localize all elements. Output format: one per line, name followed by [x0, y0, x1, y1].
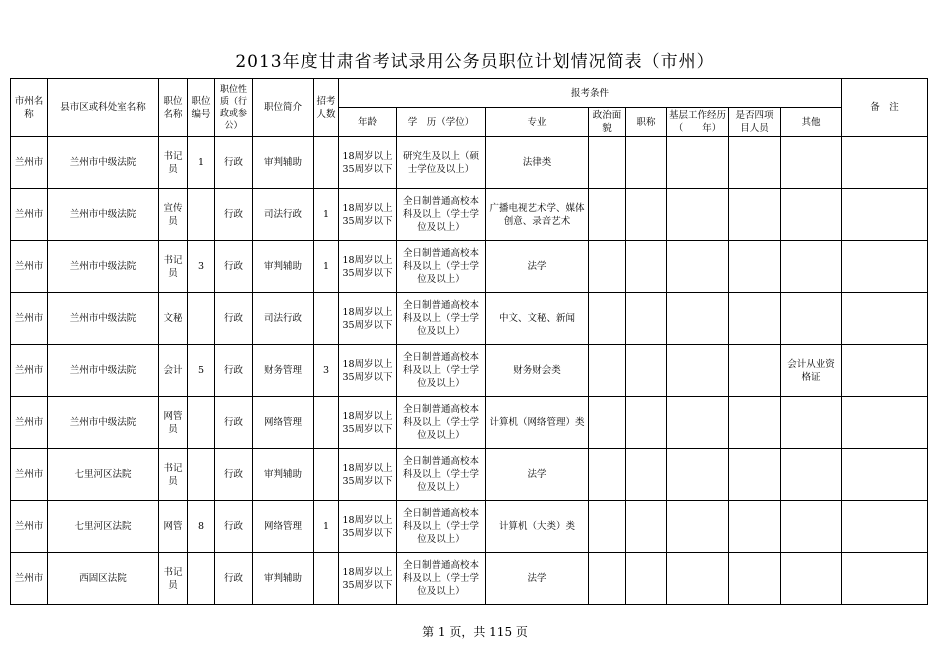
cell-count: 1 — [314, 241, 339, 293]
cell-age: 18周岁以上35周岁以下 — [339, 449, 397, 501]
cell-major: 计算机（大类）类 — [486, 501, 589, 553]
cell-position-number: 5 — [188, 345, 215, 397]
cell-other — [781, 553, 842, 605]
table-row — [11, 501, 928, 553]
header-row — [11, 79, 928, 108]
cell-position-number — [188, 397, 215, 449]
cell-position-name: 书记员 — [159, 241, 188, 293]
cell-position-type: 行政 — [215, 241, 253, 293]
cell-title-rank — [626, 345, 667, 397]
page-footer: 第 1 页，共 115 页 — [422, 625, 528, 639]
header-remark: 备 注 — [842, 79, 928, 137]
cell-four-items — [729, 189, 781, 241]
cell-politics — [589, 397, 626, 449]
cell-unit: 兰州市中级法院 — [48, 345, 159, 397]
cell-city: 兰州市 — [11, 397, 48, 449]
cell-grassroots — [667, 241, 729, 293]
cell-four-items — [729, 449, 781, 501]
cell-count — [314, 293, 339, 345]
cell-position-number: 1 — [188, 137, 215, 189]
cell-city: 兰州市 — [11, 449, 48, 501]
cell-age: 18周岁以上35周岁以下 — [339, 189, 397, 241]
cell-position-number: 8 — [188, 501, 215, 553]
cell-major: 广播电视艺术学、媒体创意、录音艺术 — [486, 189, 589, 241]
cell-title-rank — [626, 241, 667, 293]
cell-remark — [842, 501, 928, 553]
cell-intro: 审判辅助 — [253, 553, 314, 605]
cell-remark — [842, 241, 928, 293]
header-politics: 政治面貌 — [589, 108, 626, 137]
positions-table — [10, 78, 928, 605]
cell-intro: 司法行政 — [253, 189, 314, 241]
cell-city: 兰州市 — [11, 553, 48, 605]
cell-position-type: 行政 — [215, 449, 253, 501]
cell-position-number — [188, 449, 215, 501]
cell-four-items — [729, 345, 781, 397]
header-unit: 县市区或科处室名称 — [48, 79, 159, 137]
cell-education: 全日制普通高校本科及以上（学士学位及以上） — [397, 293, 486, 345]
cell-age: 18周岁以上35周岁以下 — [339, 553, 397, 605]
cell-unit: 兰州市中级法院 — [48, 189, 159, 241]
cell-title-rank — [626, 553, 667, 605]
cell-count: 3 — [314, 345, 339, 397]
header-count: 招考人数 — [314, 79, 339, 137]
cell-count — [314, 397, 339, 449]
cell-major: 法学 — [486, 553, 589, 605]
cell-education: 全日制普通高校本科及以上（学士学位及以上） — [397, 241, 486, 293]
cell-city: 兰州市 — [11, 345, 48, 397]
cell-title-rank — [626, 189, 667, 241]
cell-unit: 兰州市中级法院 — [48, 293, 159, 345]
cell-title-rank — [626, 501, 667, 553]
cell-politics — [589, 449, 626, 501]
cell-other — [781, 241, 842, 293]
cell-position-number: 3 — [188, 241, 215, 293]
header-title-rank: 职称 — [626, 108, 667, 137]
cell-count — [314, 553, 339, 605]
cell-grassroots — [667, 553, 729, 605]
cell-position-number — [188, 553, 215, 605]
cell-education: 全日制普通高校本科及以上（学士学位及以上） — [397, 345, 486, 397]
cell-major: 法学 — [486, 449, 589, 501]
cell-other — [781, 293, 842, 345]
cell-other — [781, 397, 842, 449]
cell-remark — [842, 293, 928, 345]
cell-position-name: 书记员 — [159, 449, 188, 501]
cell-intro: 审判辅助 — [253, 241, 314, 293]
cell-city: 兰州市 — [11, 293, 48, 345]
table-row — [11, 293, 928, 345]
cell-education: 全日制普通高校本科及以上（学士学位及以上） — [397, 189, 486, 241]
table-row — [11, 137, 928, 189]
cell-count — [314, 137, 339, 189]
cell-politics — [589, 501, 626, 553]
header-position-number: 职位编号 — [188, 79, 215, 137]
cell-major: 法学 — [486, 241, 589, 293]
cell-age: 18周岁以上35周岁以下 — [339, 241, 397, 293]
cell-other — [781, 189, 842, 241]
header-position-type: 职位性质（行政或参公） — [215, 79, 253, 137]
cell-unit: 兰州市中级法院 — [48, 397, 159, 449]
cell-grassroots — [667, 345, 729, 397]
cell-title-rank — [626, 449, 667, 501]
cell-education: 全日制普通高校本科及以上（学士学位及以上） — [397, 397, 486, 449]
header-city: 市州名称 — [11, 79, 48, 137]
cell-grassroots — [667, 293, 729, 345]
cell-age: 18周岁以上35周岁以下 — [339, 501, 397, 553]
cell-major: 财务财会类 — [486, 345, 589, 397]
cell-city: 兰州市 — [11, 137, 48, 189]
table-row — [11, 397, 928, 449]
cell-age: 18周岁以上35周岁以下 — [339, 293, 397, 345]
cell-city: 兰州市 — [11, 241, 48, 293]
cell-education: 全日制普通高校本科及以上（学士学位及以上） — [397, 501, 486, 553]
table-row — [11, 449, 928, 501]
cell-major: 中文、文秘、新闻 — [486, 293, 589, 345]
cell-position-name: 宣传员 — [159, 189, 188, 241]
cell-title-rank — [626, 293, 667, 345]
cell-position-type: 行政 — [215, 293, 253, 345]
cell-politics — [589, 553, 626, 605]
header-position-name: 职位名称 — [159, 79, 188, 137]
cell-position-type: 行政 — [215, 501, 253, 553]
cell-position-name: 网管 — [159, 501, 188, 553]
table-row — [11, 345, 928, 397]
cell-grassroots — [667, 189, 729, 241]
cell-position-type: 行政 — [215, 397, 253, 449]
cell-age: 18周岁以上35周岁以下 — [339, 137, 397, 189]
cell-age: 18周岁以上35周岁以下 — [339, 345, 397, 397]
table-row — [11, 189, 928, 241]
cell-other: 会计从业资格证 — [781, 345, 842, 397]
table-row — [11, 553, 928, 605]
cell-position-name: 书记员 — [159, 553, 188, 605]
cell-politics — [589, 189, 626, 241]
cell-age: 18周岁以上35周岁以下 — [339, 397, 397, 449]
header-age: 年龄 — [339, 108, 397, 137]
cell-title-rank — [626, 397, 667, 449]
cell-remark — [842, 189, 928, 241]
header-four-items: 是否四项目人员 — [729, 108, 781, 137]
cell-remark — [842, 449, 928, 501]
cell-remark — [842, 137, 928, 189]
cell-education: 全日制普通高校本科及以上（学士学位及以上） — [397, 449, 486, 501]
table-row — [11, 241, 928, 293]
cell-other — [781, 137, 842, 189]
cell-remark — [842, 553, 928, 605]
cell-other — [781, 501, 842, 553]
cell-unit: 七里河区法院 — [48, 449, 159, 501]
cell-politics — [589, 293, 626, 345]
cell-position-name: 网管员 — [159, 397, 188, 449]
cell-position-name: 会计 — [159, 345, 188, 397]
cell-unit: 兰州市中级法院 — [48, 137, 159, 189]
cell-major: 计算机（网络管理）类 — [486, 397, 589, 449]
cell-intro: 财务管理 — [253, 345, 314, 397]
cell-four-items — [729, 397, 781, 449]
header-other: 其他 — [781, 108, 842, 137]
cell-four-items — [729, 293, 781, 345]
cell-grassroots — [667, 137, 729, 189]
cell-position-type: 行政 — [215, 345, 253, 397]
cell-grassroots — [667, 501, 729, 553]
cell-politics — [589, 241, 626, 293]
cell-intro: 审判辅助 — [253, 137, 314, 189]
cell-intro: 网络管理 — [253, 397, 314, 449]
cell-politics — [589, 137, 626, 189]
cell-count: 1 — [314, 189, 339, 241]
cell-grassroots — [667, 397, 729, 449]
cell-education: 全日制普通高校本科及以上（学士学位及以上） — [397, 553, 486, 605]
cell-education: 研究生及以上（硕士学位及以上） — [397, 137, 486, 189]
cell-position-number — [188, 293, 215, 345]
cell-unit: 七里河区法院 — [48, 501, 159, 553]
cell-four-items — [729, 137, 781, 189]
cell-four-items — [729, 553, 781, 605]
cell-count: 1 — [314, 501, 339, 553]
cell-position-type: 行政 — [215, 137, 253, 189]
cell-remark — [842, 397, 928, 449]
cell-position-name: 文秘 — [159, 293, 188, 345]
header-intro: 职位简介 — [253, 79, 314, 137]
cell-city: 兰州市 — [11, 501, 48, 553]
cell-other — [781, 449, 842, 501]
cell-remark — [842, 345, 928, 397]
cell-unit: 兰州市中级法院 — [48, 241, 159, 293]
cell-unit: 西固区法院 — [48, 553, 159, 605]
header-grassroots: 基层工作经历（ 年） — [667, 108, 729, 137]
cell-count — [314, 449, 339, 501]
cell-title-rank — [626, 137, 667, 189]
cell-grassroots — [667, 449, 729, 501]
header-major: 专业 — [486, 108, 589, 137]
cell-position-name: 书记员 — [159, 137, 188, 189]
cell-position-type: 行政 — [215, 189, 253, 241]
page-title: 2013年度甘肃省考试录用公务员职位计划情况简表（市州） — [235, 52, 715, 72]
cell-four-items — [729, 241, 781, 293]
cell-major: 法律类 — [486, 137, 589, 189]
cell-intro: 审判辅助 — [253, 449, 314, 501]
cell-city: 兰州市 — [11, 189, 48, 241]
cell-position-type: 行政 — [215, 553, 253, 605]
cell-intro: 网络管理 — [253, 501, 314, 553]
cell-position-number — [188, 189, 215, 241]
cell-politics — [589, 345, 626, 397]
header-conditions: 报考条件 — [339, 79, 842, 108]
header-education: 学 历（学位） — [397, 108, 486, 137]
cell-intro: 司法行政 — [253, 293, 314, 345]
cell-four-items — [729, 501, 781, 553]
